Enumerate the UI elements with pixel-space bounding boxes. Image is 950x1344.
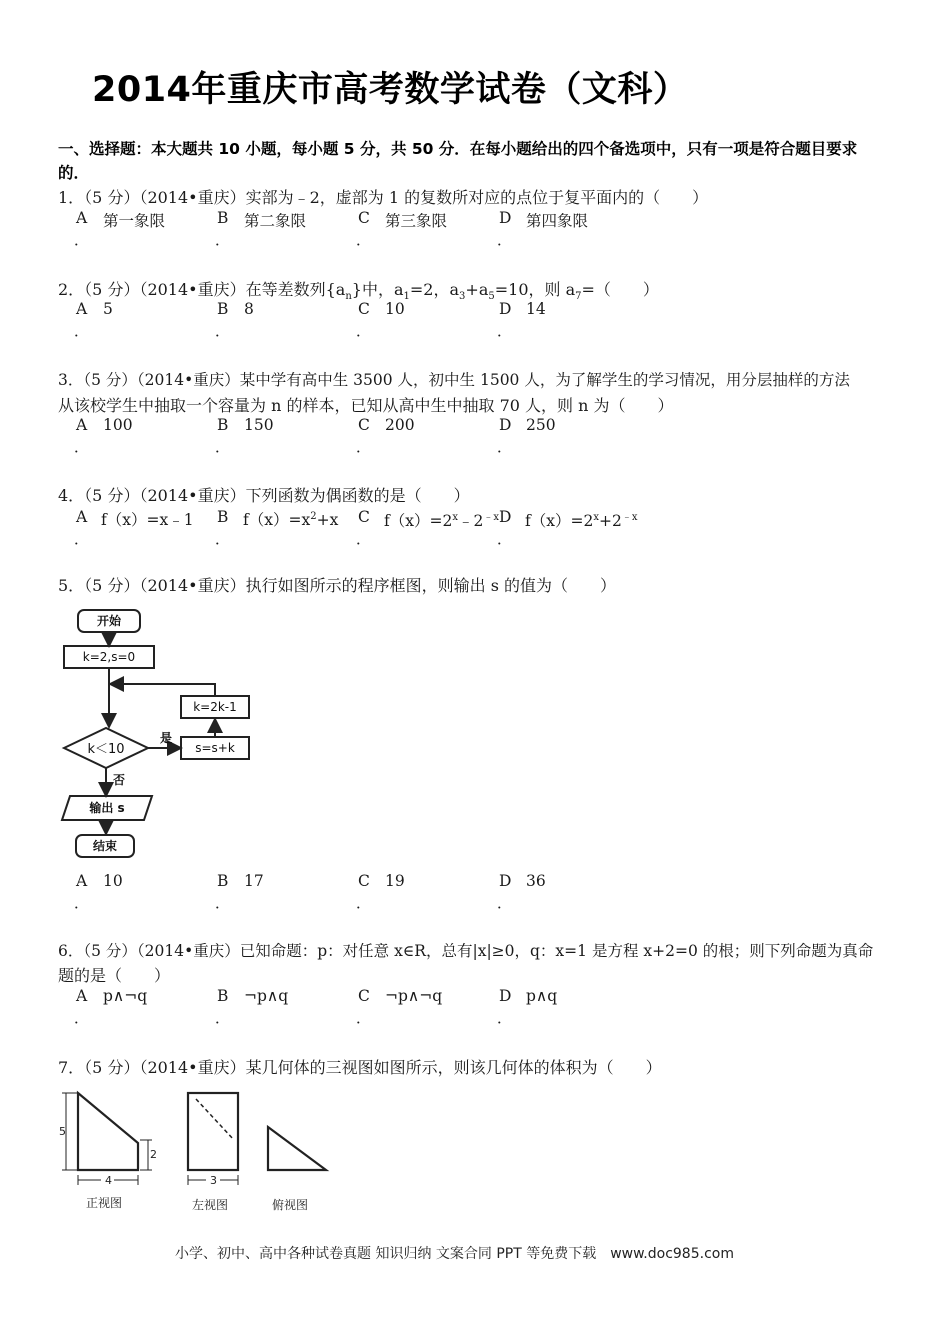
option-text: 150 xyxy=(244,416,274,434)
flow-end-label: 结束 xyxy=(92,839,118,853)
section-heading-line2: 的． xyxy=(58,164,90,182)
option-text: 第三象限 xyxy=(385,212,448,230)
option-text: 19 xyxy=(385,872,405,890)
question-1: 1．（5 分）（2014•重庆）实部为﹣2，虚部为 1 的复数所对应的点位于复平面内的（ ） xyxy=(58,188,709,207)
option-letter: B xyxy=(217,987,229,1005)
option-dot: ． xyxy=(215,231,231,249)
question-6-line2: 题的是（ ） xyxy=(58,966,171,985)
option-dot: ． xyxy=(356,1009,372,1027)
option-letter: D xyxy=(499,416,512,434)
dim-4-label: 4 xyxy=(105,1174,112,1187)
option-letter: B xyxy=(217,416,229,434)
option-letter: C xyxy=(358,416,370,434)
question-7: 7．（5 分）（2014•重庆）某几何体的三视图如图所示，则该几何体的体积为（ ） xyxy=(58,1058,662,1077)
option-letter: D xyxy=(499,508,512,526)
option-letter: D xyxy=(499,872,512,890)
option-letter: B xyxy=(217,300,229,318)
question-4: 4．（5 分）（2014•重庆）下列函数为偶函数的是（ ） xyxy=(58,486,470,505)
option-dot: ． xyxy=(74,438,90,456)
option-letter: A xyxy=(76,508,88,526)
option-text: $f(x)=x^2+x$ xyxy=(243,510,339,529)
top-view-label: 俯视图 xyxy=(272,1198,309,1212)
section-heading-line1: 一、选择题：本大题共 10 小题，每小题 5 分，共 50 分．在每小题给出的四个备选项中，只有一项是符合题目要求 xyxy=(58,140,858,158)
option-letter: C xyxy=(358,209,370,227)
option-letter: A xyxy=(76,872,88,890)
option-dot: ． xyxy=(356,231,372,249)
top-view-shape xyxy=(268,1127,326,1170)
flow-output-label: 输出 s xyxy=(89,801,125,815)
option-text: f（x）=x﹣1 xyxy=(101,511,194,529)
front-view-label: 正视图 xyxy=(86,1196,123,1210)
question-5: 5．（5 分）（2014•重庆）执行如图所示的程序框图，则输出 s 的值为（ ） xyxy=(58,576,616,595)
option-dot: ． xyxy=(74,530,90,548)
page-title: 2014年重庆市高考数学试卷（文科） xyxy=(92,70,689,110)
option-text: 第四象限 xyxy=(526,212,589,230)
option-letter: D xyxy=(499,209,512,227)
flow-update-k-label: k=2k-1 xyxy=(193,700,237,714)
option-letter: C xyxy=(358,300,370,318)
option-text: 5 xyxy=(103,300,113,318)
flow-yes-label: 是 xyxy=(160,731,173,745)
option-letter: A xyxy=(76,209,88,227)
option-dot: ． xyxy=(74,1009,90,1027)
option-text: $f(x)=2^x+2^{﹣x}$ xyxy=(525,512,638,531)
option-dot: ． xyxy=(356,894,372,912)
option-text: ¬p∧q xyxy=(244,987,289,1005)
option-dot: ． xyxy=(497,530,513,548)
question-3-line2: 从该校学生中抽取一个容量为 n 的样本，已知从高中生中抽取 70 人，则 n 为（ ） xyxy=(58,396,674,415)
flow-no-label: 否 xyxy=(113,773,126,787)
option-text: 10 xyxy=(385,300,405,318)
option-text: 10 xyxy=(103,872,123,890)
option-dot: ． xyxy=(74,322,90,340)
option-dot: ． xyxy=(497,1009,513,1027)
option-dot: ． xyxy=(74,231,90,249)
option-text: 200 xyxy=(385,416,415,434)
three-view-diagram xyxy=(56,1085,331,1215)
question-6-line1: 6．（5 分）（2014•重庆）已知命题：p：对任意 x∈R，总有|x|≥0，q：x=1 是方程 x+2=0 的根；则下列命题为真命 xyxy=(58,942,874,960)
option-text: 第二象限 xyxy=(244,212,307,230)
option-dot: ． xyxy=(215,530,231,548)
flow-init-label: k=2,s=0 xyxy=(82,650,136,664)
option-letter: D xyxy=(499,300,512,318)
option-dot: ． xyxy=(497,231,513,249)
option-text: 250 xyxy=(526,416,556,434)
flow-start-label: 开始 xyxy=(96,614,122,628)
option-dot: ． xyxy=(215,894,231,912)
option-text: 36 xyxy=(526,872,546,890)
option-text: 100 xyxy=(103,416,133,434)
option-dot: ． xyxy=(497,322,513,340)
front-view-shape xyxy=(78,1093,138,1170)
option-letter: A xyxy=(76,987,88,1005)
option-dot: ． xyxy=(497,894,513,912)
question-3-line1: 3．（5 分）（2014•重庆）某中学有高中生 3500 人，初中生 1500 人，为了解学生的学习情况，用分层抽样的方法 xyxy=(58,371,850,389)
option-text: 8 xyxy=(244,300,254,318)
side-view-shape xyxy=(188,1093,238,1170)
option-text: 17 xyxy=(244,872,264,890)
question-2: 2．（5 分）（2014•重庆）在等差数列$\{a_n\}$中，$a_1=2$，$a_3+a_5=10$，则 $a_7=$（ ） xyxy=(58,280,659,303)
option-letter: B xyxy=(217,872,229,890)
option-text: p∧¬q xyxy=(103,987,148,1005)
option-letter: C xyxy=(358,508,370,526)
option-letter: C xyxy=(358,987,370,1005)
option-letter: D xyxy=(499,987,512,1005)
option-text: 14 xyxy=(526,300,546,318)
option-letter: B xyxy=(217,209,229,227)
dim-5-label: 5 xyxy=(59,1125,66,1138)
dim-2-label: 2 xyxy=(150,1148,157,1161)
option-letter: A xyxy=(76,416,88,434)
option-text: 第一象限 xyxy=(103,212,166,230)
option-dot: ． xyxy=(356,530,372,548)
option-text: ¬p∧¬q xyxy=(385,987,443,1005)
option-text: p∧q xyxy=(526,987,558,1005)
option-text: $f(x)=2^x﹣2^{﹣x}$ xyxy=(384,512,499,531)
flowchart-diagram xyxy=(56,600,261,865)
dim-3-label: 3 xyxy=(210,1174,217,1187)
option-dot: ． xyxy=(497,438,513,456)
option-dot: ． xyxy=(356,322,372,340)
option-dot: ． xyxy=(215,1009,231,1027)
option-letter: B xyxy=(217,508,229,526)
option-dot: ． xyxy=(74,894,90,912)
side-view-label: 左视图 xyxy=(192,1198,229,1212)
option-dot: ． xyxy=(356,438,372,456)
option-dot: ． xyxy=(215,322,231,340)
option-letter: C xyxy=(358,872,370,890)
footer-text: 小学、初中、高中各种试卷真题 知识归纳 文案合同 PPT 等免费下载 www.doc985.com xyxy=(175,1246,734,1262)
option-dot: ． xyxy=(215,438,231,456)
flow-condition-label: k＜10 xyxy=(87,742,125,757)
flow-update-s-label: s=s+k xyxy=(195,741,235,755)
option-letter: A xyxy=(76,300,88,318)
